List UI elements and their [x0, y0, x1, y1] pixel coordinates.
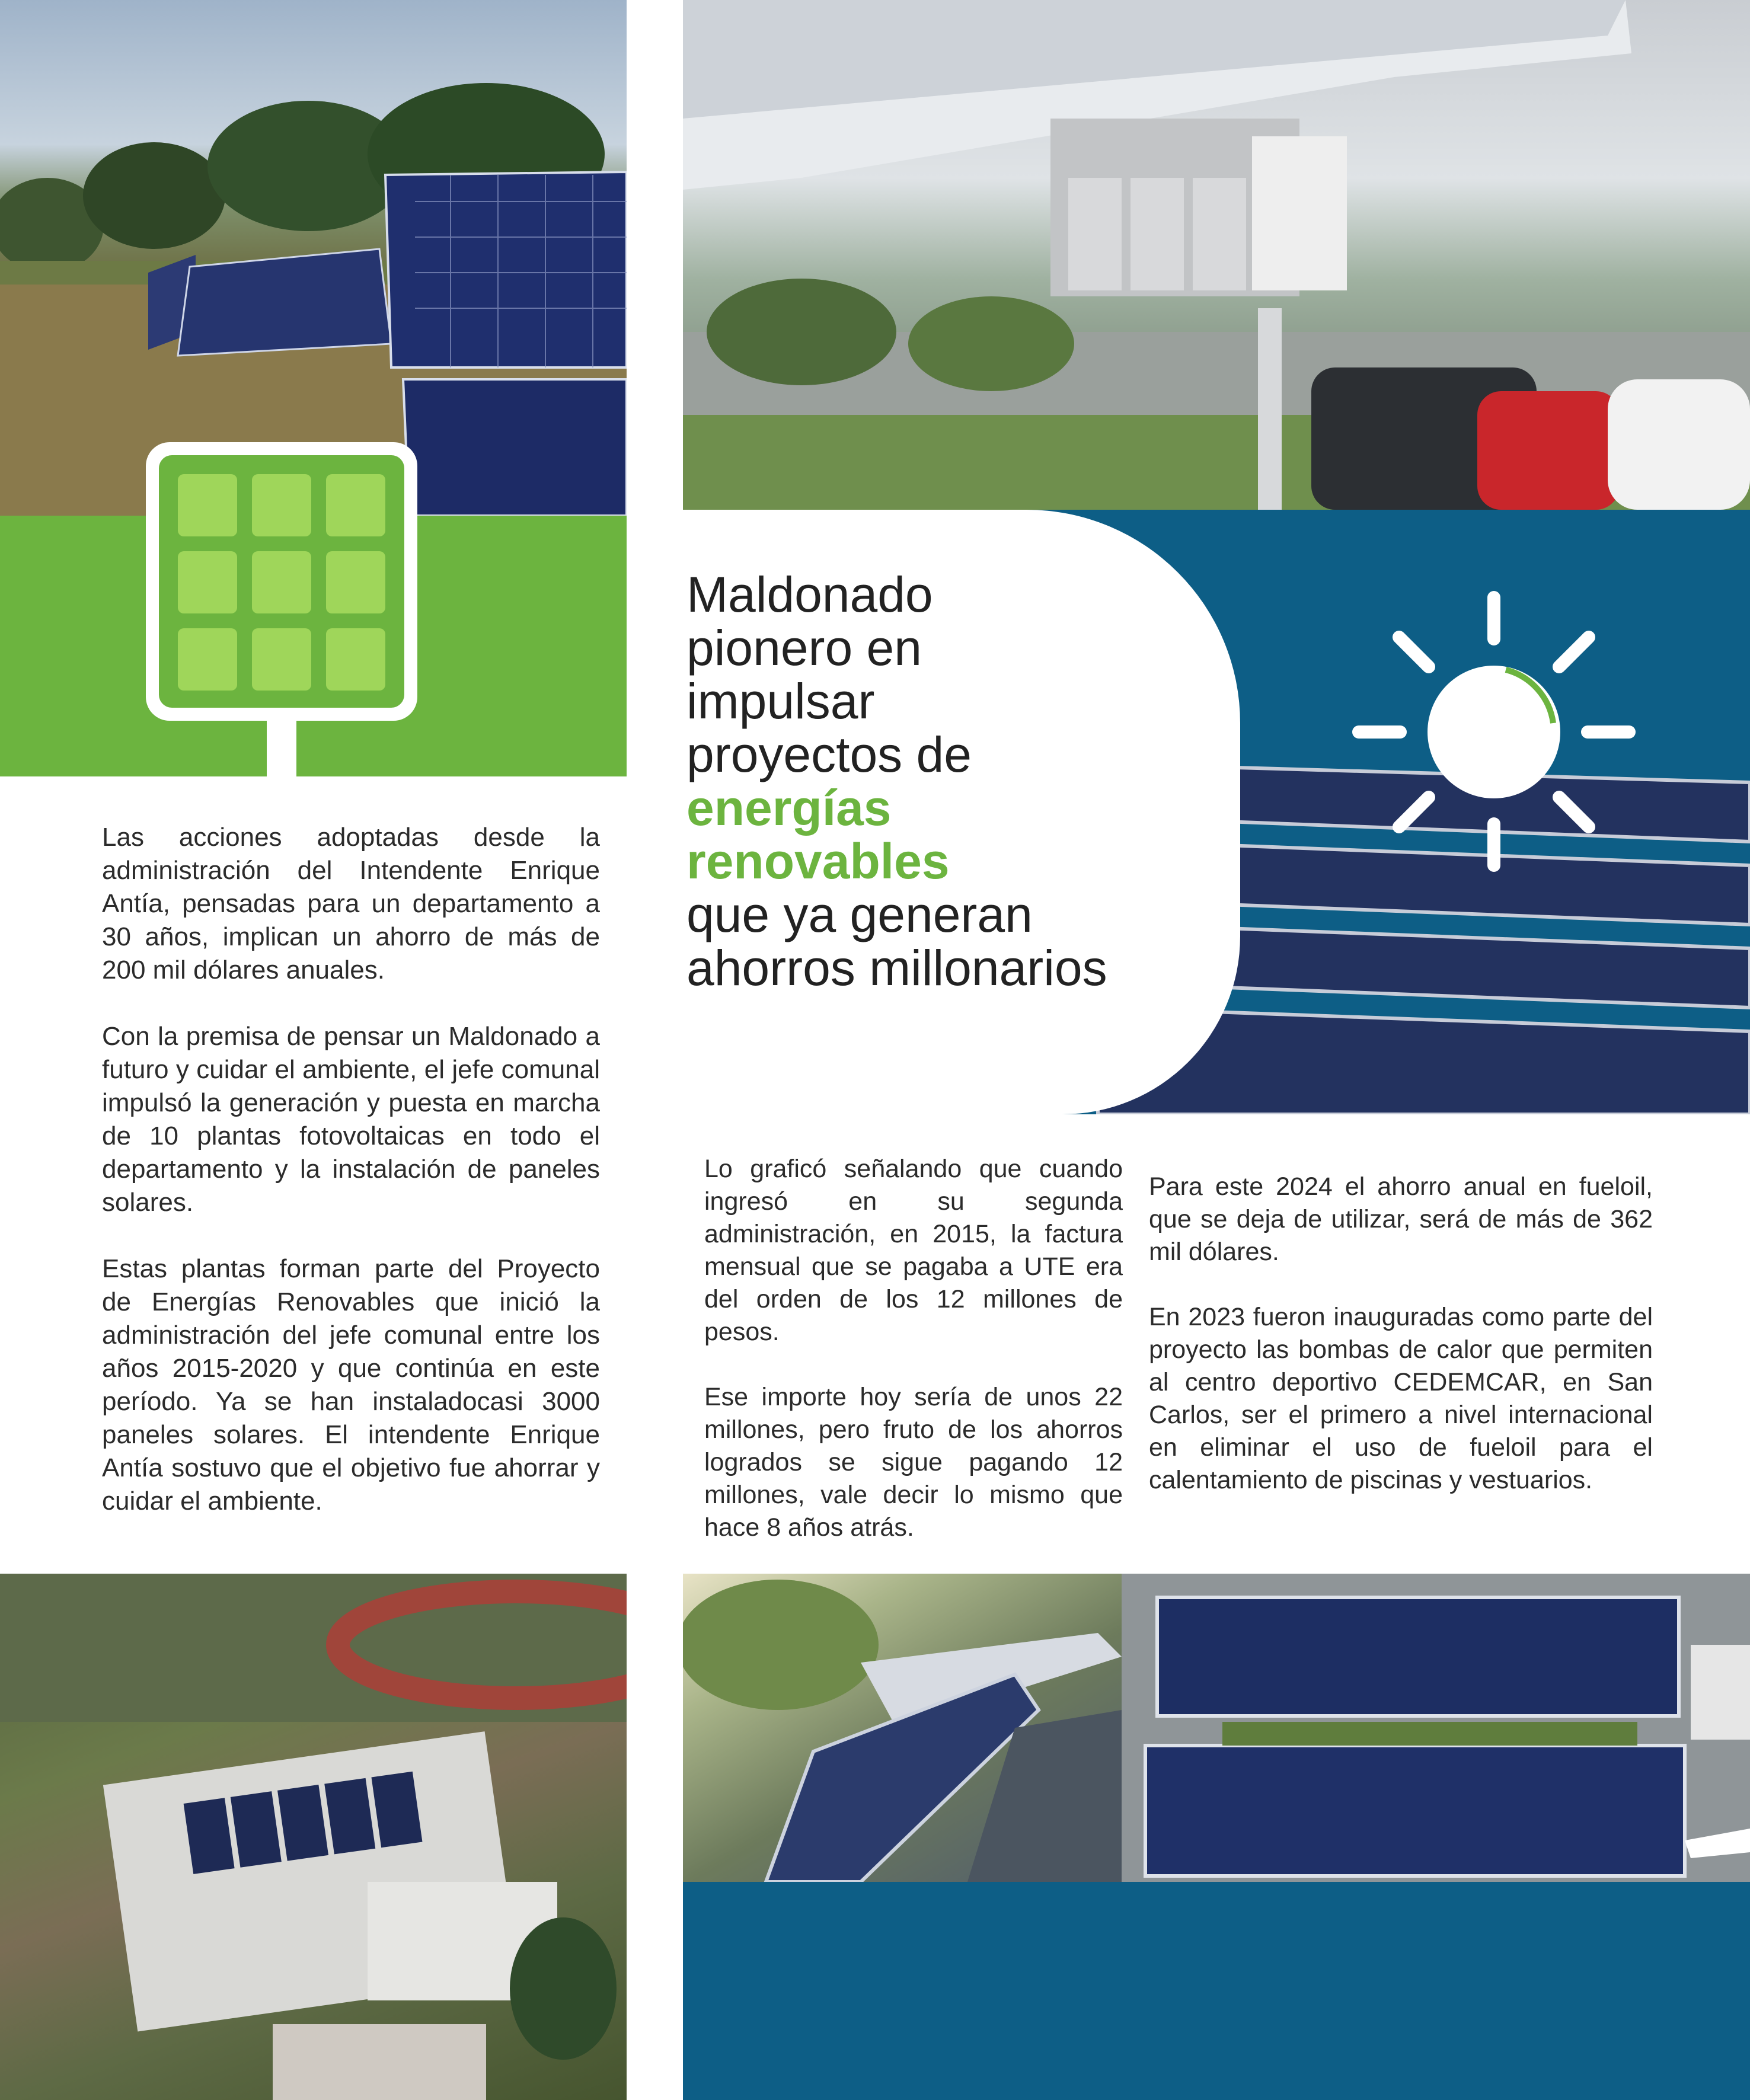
title-line: que ya generan: [686, 887, 1033, 942]
photo-parking-panels-aerial: [1122, 1574, 1750, 1882]
title-line: impulsar: [686, 673, 875, 729]
title-line: pionero en: [686, 620, 922, 676]
middle-paragraph-b2: En 2023 fueron inauguradas como parte del proyecto las bombas de calor que permiten al centro deportivo CEDEMCAR, en San Carlos, ser el primero a nivel internacional en eliminar el uso de fueloil para el calentamiento de piscinas y vestuarios.: [1149, 1303, 1653, 1494]
solar-panel-icon: [142, 439, 421, 776]
photo-solar-carport: [683, 0, 1750, 510]
left-paragraph-3: Estas plantas forman parte del Proyecto de Energías Renovables que inició la administración del jefe comunal entre los años 2015-2020 y que continúa en este período. Ya se han instaladocasi 3000 paneles solares. El intendente Enrique Antía sostuvo que el objetivo fue ahorrar y cuidar el ambiente.: [102, 1254, 600, 1516]
bottom-blue-band: [683, 1882, 1750, 2100]
middle-column-b: [1149, 1171, 1653, 1529]
photo-solar-carport-illustration: [683, 0, 1750, 510]
photo-parking-panels-illustration: [1122, 1574, 1750, 1882]
middle-column-a: [704, 1153, 1123, 1577]
middle-paragraph-a1: Lo graficó señalando que cuando ingresó en su segunda administración, en 2015, la factura mensual que se pagaba a UTE era del orden de los 12 millones de pesos.: [704, 1155, 1123, 1346]
photo-aerial-building: [0, 1574, 627, 2100]
photo-carport-aerial-illustration: [683, 1574, 1122, 1882]
left-article-text: [102, 821, 600, 1551]
title-line: Maldonado: [686, 567, 933, 622]
title-highlight: renovables: [686, 833, 950, 889]
left-paragraph-2: Con la premisa de pensar un Maldonado a futuro y cuidar el ambiente, el jefe comunal impulsó la generación y puesta en marcha de 10 plantas fotovoltaicas en todo el departamento y la instalación de paneles solares.: [102, 1022, 600, 1217]
title-line: proyectos de: [686, 727, 972, 782]
left-paragraph-1: Las acciones adoptadas desde la administración del Intendente Enrique Antía, pensadas para un departamento a 30 años, implican un ahorro de más de 200 mil dólares anuales.: [102, 823, 600, 985]
middle-paragraph-b1: Para este 2024 el ahorro anual en fueloil, que se deja de utilizar, será de más de 362 mil dólares.: [1149, 1172, 1653, 1266]
page-title: [686, 568, 1220, 995]
title-highlight: energías: [686, 780, 892, 836]
title-line: ahorros millonarios: [686, 940, 1107, 996]
photo-carport-aerial: [683, 1574, 1122, 1882]
sun-icon: [1346, 587, 1642, 895]
middle-paragraph-a2: Ese importe hoy sería de unos 22 millones, pero fruto de los ahorros logrados se sigue pagando 12 millones, vale decir lo mismo que hace 8 años atrás.: [704, 1383, 1123, 1542]
photo-aerial-building-illustration: [0, 1574, 627, 2100]
